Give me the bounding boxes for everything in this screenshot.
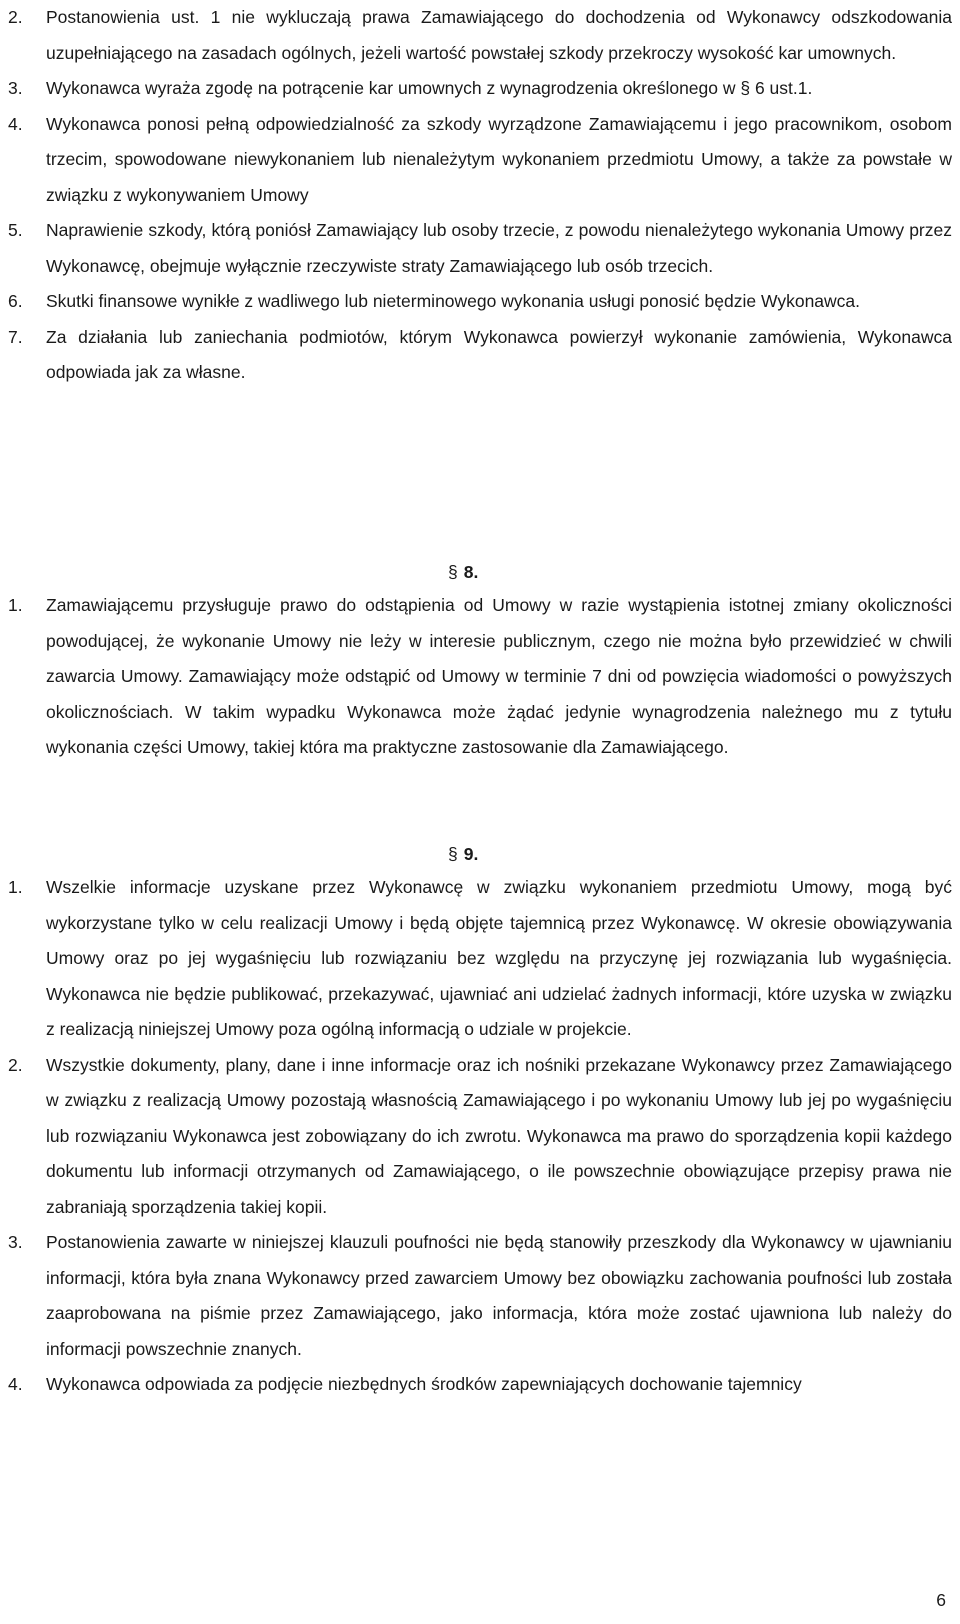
paragraph-sign: § [448, 844, 458, 864]
section-heading-9 [448, 842, 478, 866]
list-item [8, 1225, 952, 1367]
item-number: 2. [8, 1054, 23, 1075]
item-text: Postanowienia zawarte w niniejszej klauzuli poufności nie będą stanowiły przeszkody dla Wykonawcy w ujawnianiu informacji, która była znana Wykonawcy przed zawarciem Umowy bez obowiązku zachowania poufności lub została zaaprobowana na piśmie przez Zamawiającego, jako informacja, która może zostać ujawniona lub należy do informacji powszechnie znanych. [46, 1232, 952, 1359]
item-number: 3. [8, 1232, 23, 1252]
list-item [8, 1048, 952, 1226]
list-item [8, 870, 952, 1048]
list-item [8, 320, 952, 391]
section-number: 9. [463, 844, 479, 864]
section-number: 8. [463, 562, 479, 582]
item-number: 2. [8, 7, 23, 27]
list-item [8, 107, 952, 214]
paragraph-sign: § [448, 562, 458, 582]
section-heading-8 [448, 560, 478, 584]
list-item [8, 0, 952, 71]
item-text: Skutki finansowe wynikłe z wadliwego lub nieterminowego wykonania usługi ponosić będzie Wykonawca. [46, 291, 861, 311]
item-number: 7. [8, 326, 23, 347]
item-number: 1. [8, 595, 23, 615]
item-number: 3. [8, 78, 23, 98]
item-number: 4. [8, 113, 23, 134]
item-text: Wykonawca odpowiada za podjęcie niezbędnych środków zapewniających dochowanie tajemnicy [46, 1374, 802, 1394]
section-7-continued [8, 0, 952, 391]
section-8 [8, 588, 952, 766]
item-text: Postanowienia ust. 1 nie wykluczają prawa Zamawiającego do dochodzenia od Wykonawcy odszkodowania uzupełniającego na zasadach ogólnych, jeżeli wartość powstałej szkody przekroczy wysokość kar umownych. [46, 7, 952, 63]
item-text: Wszelkie informacje uzyskane przez Wykonawcę w związku wykonaniem przedmiotu Umowy, mogą być wykorzystane tylko w celu realizacji Umowy i będą objęte tajemnicą przez Wykonawcę. W okresie obowiązywania Umowy oraz po jej wygaśnięciu lub rozwiązaniu bez względu na przyczynę jej rozwiązania lub wygaśnięcia. Wykonawca nie będzie publikować, przekazywać, ujawniać ani udzielać żadnych informacji, które uzyska w związku z realizacją niniejszej Umowy poza ogólną informacją o udziale w projekcie. [46, 877, 952, 1039]
item-text: Wszystkie dokumenty, plany, dane i inne informacje oraz ich nośniki przekazane Wykonawcy przez Zamawiającego w związku z realizacją Umowy pozostają własnością Zamawiającego i po wykonaniu Umowy lub jej po wygaśnięciu lub rozwiązaniu Wykonawca jest zobowiązany do ich zwrotu. Wykonawca ma prawo do sporządzenia kopii każdego dokumentu lub informacji otrzymanych od Zamawiającego, o ile powszechnie obowiązujące przepisy prawa nie zabraniają sporządzenia takiej kopii. [46, 1054, 952, 1217]
item-number: 1. [8, 877, 23, 897]
item-text: Wykonawca wyraża zgodę na potrącenie kar umownych z wynagrodzenia określonego w § 6 ust.1. [46, 78, 813, 98]
item-number: 4. [8, 1374, 23, 1394]
item-text: Za działania lub zaniechania podmiotów, którym Wykonawca powierzył wykonanie zamówienia, Wykonawca odpowiada jak za własne. [46, 326, 952, 382]
item-text: Naprawienie szkody, którą poniósł Zamawiający lub osoby trzecie, z powodu nienależytego wykonania Umowy przez Wykonawcę, obejmuje wyłącznie rzeczywiste straty Zamawiającego lub osób trzecich. [46, 220, 952, 276]
list-item [8, 71, 952, 107]
item-number: 5. [8, 220, 23, 240]
list-item [8, 284, 952, 320]
section-9 [8, 870, 952, 1403]
list-item [8, 588, 952, 766]
item-number: 6. [8, 291, 23, 311]
list-item [8, 213, 952, 284]
item-text: Zamawiającemu przysługuje prawo do odstąpienia od Umowy w razie wystąpienia istotnej zmiany okoliczności powodującej, że wykonanie Umowy nie leży w interesie publicznym, czego nie można było przewidzieć w chwili zawarcia Umowy. Zamawiający może odstąpić od Umowy w terminie 7 dni od powzięcia wiadomości o powyższych okolicznościach. W takim wypadku Wykonawca może żądać jedynie wynagrodzenia należnego mu z tytułu wykonania części Umowy, takiej która ma praktyczne zastosowanie dla Zamawiającego. [46, 595, 952, 757]
item-text: Wykonawca ponosi pełną odpowiedzialność za szkody wyrządzone Zamawiającemu i jego pracownikom, osobom trzecim, spowodowane niewykonaniem lub nienależytym wykonaniem przedmiotu Umowy, a także za powstałe w związku z wykonywaniem Umowy [46, 113, 952, 205]
page-number: 6 [936, 1590, 946, 1610]
list-item [8, 1367, 952, 1403]
